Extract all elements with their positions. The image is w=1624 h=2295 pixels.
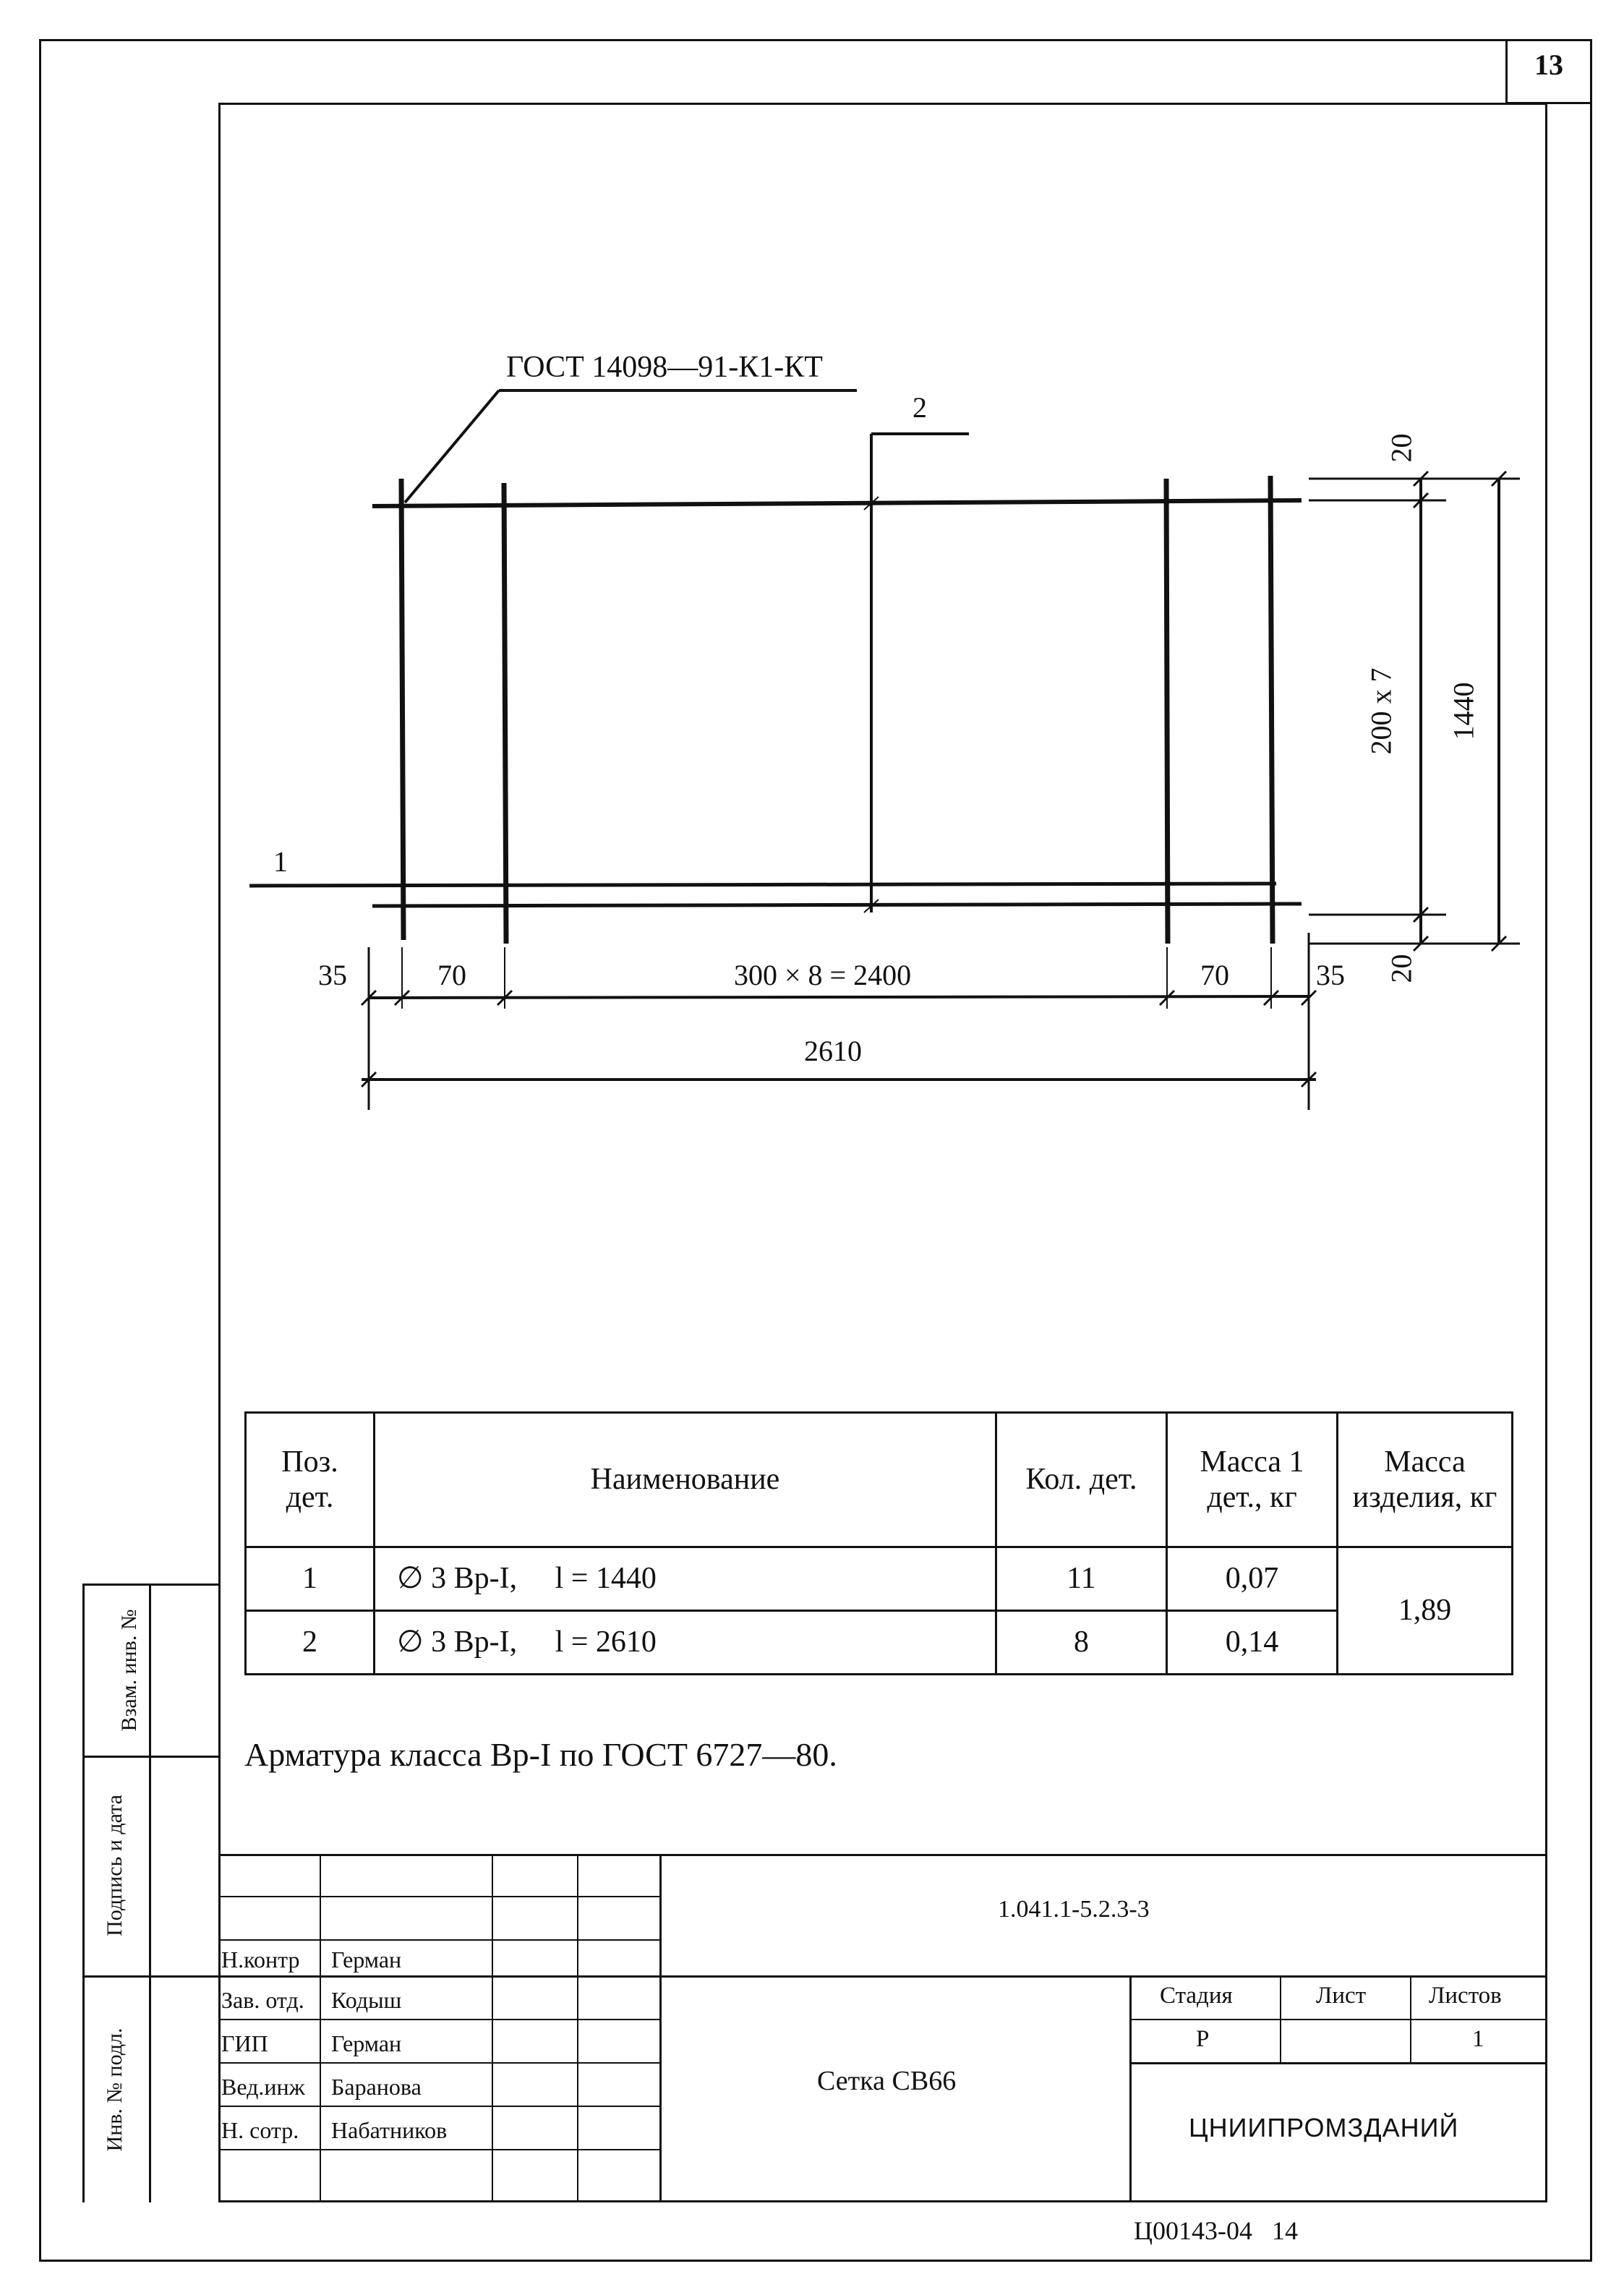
dim-middle: 300 × 8 = 2400 [734, 959, 912, 991]
dim-overall: 2610 [804, 1035, 862, 1067]
side-stamp-inv: Инв. № подл. [103, 2027, 127, 2152]
gost-callout-label: ГОСТ 14098—91-К1-КТ [506, 351, 823, 384]
sheet-header: Лист [1316, 1983, 1367, 2009]
role-name: Герман [331, 1946, 402, 1973]
role-label: Н. сотр. [221, 2117, 299, 2143]
table-row [246, 1547, 1513, 1611]
role-label: Вед.инж [221, 2074, 305, 2100]
vert-bar-4 [1166, 479, 1168, 944]
role-name: Герман [331, 2030, 402, 2056]
position-1-label: 1 [273, 845, 288, 878]
vert-bar-5 [1270, 476, 1273, 944]
table-row [246, 1611, 1513, 1675]
specification-table [244, 1411, 1513, 1675]
dim-vertical-overall: 1440 [1447, 682, 1480, 740]
vert-bar-2 [504, 483, 506, 944]
role-label: Зав. отд. [221, 1987, 304, 2013]
dim-top-20: 20 [1385, 433, 1418, 463]
stage-value: Р [1196, 2026, 1210, 2052]
dim-left-35: 35 [318, 959, 347, 991]
role-label: Н.контр [221, 1946, 300, 1973]
side-stamp-podpis: Подпись и дата [103, 1795, 127, 1936]
side-stamp-vzam: Взам. инв. № [117, 1609, 141, 1732]
role-label: ГИП [221, 2030, 268, 2056]
header-qty: Кол. дет. [996, 1413, 1167, 1547]
sheets-header: Листов [1429, 1983, 1502, 2009]
role-name: Баранова [331, 2074, 422, 2100]
row-qty: 8 [996, 1611, 1167, 1675]
role-name: Кодыш [331, 1987, 402, 2013]
product-name: Сетка СВ66 [817, 2066, 957, 2096]
row-name: ∅ 3 Вр-I, l = 1440 [375, 1547, 996, 1611]
dim-right-70: 70 [1200, 959, 1229, 991]
dim-vertical-pitch: 200 x 7 [1364, 667, 1398, 755]
role-name: Набатников [331, 2117, 448, 2143]
header-mass-one: Масса 1 дет., кг [1167, 1413, 1338, 1547]
sheets-value: 1 [1472, 2026, 1484, 2052]
position-2-label: 2 [913, 391, 927, 424]
header-name: Наименование [375, 1413, 996, 1547]
header-pos: Поз. дет. [246, 1413, 375, 1547]
row-mass: 0,14 [1167, 1611, 1338, 1675]
mass-total: 1,89 [1338, 1547, 1513, 1675]
vert-bar-1 [401, 479, 403, 940]
reinforcement-note: Арматура класса Вр-I по ГОСТ 6727—80. [244, 1736, 837, 1773]
header-mass-total: Масса изделия, кг [1338, 1413, 1513, 1547]
top-bar [372, 500, 1302, 506]
organization-name: ЦНИИПРОМЗДАНИЙ [1189, 2113, 1459, 2142]
stage-header: Стадия [1160, 1983, 1233, 2009]
doc-code: 1.041.1-5.2.3-3 [998, 1896, 1150, 1923]
row-name: ∅ 3 Вр-I, l = 2610 [375, 1611, 996, 1675]
row-pos: 1 [246, 1547, 375, 1611]
footer-code: Ц00143-04 14 [1134, 2216, 1298, 2245]
row-pos: 2 [246, 1611, 375, 1675]
dim-right-35: 35 [1316, 959, 1345, 991]
dim-bottom-20: 20 [1385, 954, 1418, 983]
row-mass: 0,07 [1167, 1547, 1338, 1611]
page-number: 13 [1534, 48, 1563, 81]
bottom-bar-2 [372, 904, 1302, 906]
dim-left-70: 70 [437, 959, 466, 991]
table-header-row [246, 1413, 1513, 1547]
row-qty: 11 [996, 1547, 1167, 1611]
